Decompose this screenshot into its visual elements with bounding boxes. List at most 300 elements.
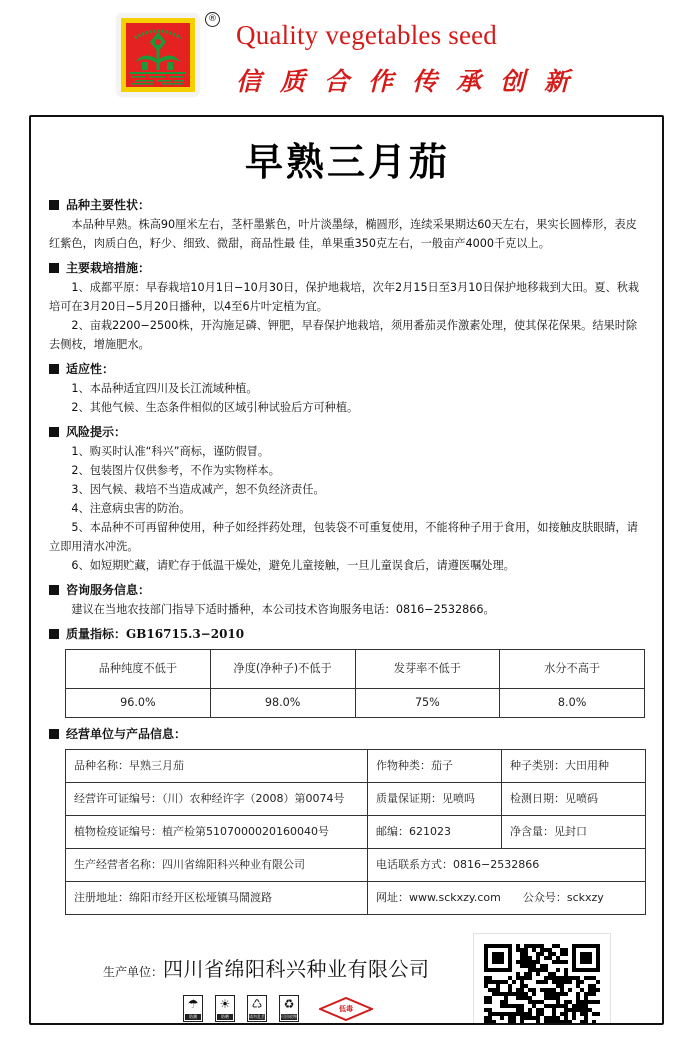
qr-module [500, 1016, 504, 1020]
section-quality [49, 624, 646, 644]
qr-code-pattern [484, 944, 600, 1025]
square-bullet-icon [49, 729, 59, 739]
qr-module [488, 980, 492, 984]
qr-module [532, 1016, 536, 1020]
sun-glyph: ☀ [219, 997, 231, 1011]
qr-module [564, 992, 568, 996]
qr-module [504, 1000, 508, 1004]
qr-module [572, 1024, 576, 1025]
risk-item: 3、因气候、栽培不当造成减产，恕不负经济责任。 [71, 483, 325, 496]
qr-module [484, 984, 488, 988]
qr-module [540, 968, 544, 972]
qr-module [516, 948, 520, 952]
qr-module [484, 980, 488, 984]
qr-module [592, 988, 596, 992]
qr-module [516, 960, 520, 964]
qr-module [540, 1012, 544, 1016]
qr-module [508, 1012, 512, 1016]
qr-module [524, 948, 528, 952]
section-adaptability [49, 359, 646, 417]
qr-module [520, 1020, 524, 1024]
qr-module [552, 960, 556, 964]
qr-module [520, 1004, 524, 1008]
qr-module [556, 956, 560, 960]
quality-column-header: 发芽率不低于 [355, 650, 500, 689]
qr-module [536, 944, 540, 948]
qr-module [596, 988, 600, 992]
qr-module [528, 1016, 532, 1020]
qr-module [572, 1008, 576, 1012]
qr-module [516, 1004, 520, 1008]
table-row [66, 783, 646, 816]
quality-table [65, 649, 645, 718]
qr-module [552, 952, 556, 956]
qr-module [564, 976, 568, 980]
quality-value-row [66, 689, 645, 718]
qr-module [564, 952, 568, 956]
trash-glyph: ♺ [251, 997, 263, 1011]
qr-module [504, 980, 508, 984]
qr-module [524, 984, 528, 988]
qr-module [488, 976, 492, 980]
qr-module [484, 1020, 488, 1024]
business-license-number: 经营许可证编号：（川）农种经许字（2008）第0074号 [66, 783, 368, 816]
qr-module [520, 964, 524, 968]
qr-module [548, 988, 552, 992]
qr-module [520, 948, 524, 952]
qr-module [560, 1004, 564, 1008]
qr-module [512, 1012, 516, 1016]
qr-module [544, 956, 548, 960]
qr-module [536, 952, 540, 956]
qr-module [536, 1020, 540, 1024]
qr-module [524, 1024, 528, 1025]
qr-module [536, 960, 540, 964]
qr-module [520, 1016, 524, 1020]
qr-module [508, 976, 512, 980]
qr-module [588, 984, 592, 988]
qr-module [532, 948, 536, 952]
qr-module [516, 944, 520, 948]
qr-module [572, 976, 576, 980]
qr-module [524, 976, 528, 980]
qr-module [524, 996, 528, 1000]
section-cultivation [49, 258, 646, 354]
risk-item: 4、注意病虫害的防治。 [71, 502, 191, 515]
qr-module [548, 1024, 552, 1025]
square-bullet-icon [49, 427, 59, 437]
quality-value: 75% [355, 689, 500, 718]
qr-module [528, 960, 532, 964]
qr-module [508, 1004, 512, 1008]
qr-module [528, 944, 532, 948]
qr-module [568, 1020, 572, 1024]
qr-module [524, 944, 528, 948]
qr-module [564, 972, 568, 976]
qr-module [564, 968, 568, 972]
qr-module [564, 1000, 568, 1004]
qr-module [564, 1016, 568, 1020]
qr-module [584, 976, 588, 980]
qr-module [504, 1012, 508, 1016]
qr-module [488, 1008, 492, 1012]
qr-module [528, 956, 532, 960]
qr-module [516, 988, 520, 992]
qr-module [540, 964, 544, 968]
qr-module [548, 1016, 552, 1020]
qr-module [588, 1008, 592, 1012]
qr-module [584, 1004, 588, 1008]
qr-module [488, 988, 492, 992]
qr-module [492, 980, 496, 984]
qr-module [588, 976, 592, 980]
qr-module [528, 1000, 532, 1004]
qr-module [488, 1000, 492, 1004]
qr-module [496, 988, 500, 992]
section-consult [49, 580, 646, 619]
risk-item: 2、包装图片仅供参考，不作为实物样本。 [71, 464, 280, 477]
qr-module [544, 980, 548, 984]
seed-category: 种子类别：大田用种 [502, 750, 646, 783]
qr-module [520, 1012, 524, 1016]
qr-module [536, 1000, 540, 1004]
qr-module [524, 964, 528, 968]
qr-module [568, 1024, 572, 1025]
registered-address: 注册地址：绵阳市经开区松垭镇马鬧渡路 [66, 882, 368, 915]
qr-module [524, 1012, 528, 1016]
qr-module [532, 960, 536, 964]
qr-module [540, 1000, 544, 1004]
qr-module [548, 1020, 552, 1024]
qr-module [504, 992, 508, 996]
brand-slogan-english: Quality vegetables seed [236, 20, 498, 50]
qr-module [532, 968, 536, 972]
qr-module [508, 988, 512, 992]
qr-module [500, 1012, 504, 1016]
table-row [66, 750, 646, 783]
qr-module [528, 964, 532, 968]
qr-module [492, 952, 504, 964]
qr-module [580, 1012, 584, 1016]
qr-module [560, 984, 564, 988]
qr-module [556, 944, 560, 948]
company-logo [117, 14, 199, 96]
section-product-info [49, 724, 646, 744]
qr-module [520, 992, 524, 996]
qr-module [552, 1020, 556, 1024]
qr-module [512, 992, 516, 996]
qr-module [524, 956, 528, 960]
qr-code-icon[interactable] [473, 933, 611, 1025]
qr-module [568, 1000, 572, 1004]
qr-module [580, 1004, 584, 1008]
qr-module [564, 1012, 568, 1016]
qr-module [592, 992, 596, 996]
qr-module [536, 968, 540, 972]
risk-item: 6、如短期贮藏，请贮存于低温干燥处，避免儿童接触，一旦儿童误食后，请遵医嘱处理。 [71, 559, 515, 572]
qr-module [496, 984, 500, 988]
qr-module [552, 992, 556, 996]
qr-module [536, 980, 540, 984]
qr-module [536, 1008, 540, 1012]
contact-phone: 电话联系方式：0816−2532866 [368, 849, 646, 882]
product-info-table [65, 749, 646, 915]
qr-module [516, 1008, 520, 1012]
qr-module [520, 976, 524, 980]
qr-module [592, 1020, 596, 1024]
qr-module [544, 1024, 548, 1025]
qr-module [568, 976, 572, 980]
icon-caption: 防晒 [217, 1014, 233, 1020]
qr-module [540, 1024, 544, 1025]
cultivation-item: 2、亩栽2200−2500株，开沟施足磷、钾肥，早春保护地栽培，须用番茄灵作激素处理，使其保花保果。结果时除去侧枝，增施肥水。 [49, 319, 638, 351]
qr-module [528, 1012, 532, 1016]
square-bullet-icon [49, 200, 59, 210]
quarantine-certificate-number: 植物检疫证编号：植产检第5107000020160040号 [66, 816, 368, 849]
qr-module [576, 976, 580, 980]
qr-module [540, 988, 544, 992]
qr-module [500, 1004, 504, 1008]
qr-module [564, 980, 568, 984]
qr-module [548, 956, 552, 960]
table-row [66, 882, 646, 915]
qr-module [584, 1020, 588, 1024]
qr-module [564, 1024, 568, 1025]
qr-module [584, 1012, 588, 1016]
qr-module [584, 1008, 588, 1012]
qr-module [504, 996, 508, 1000]
qr-module [580, 1024, 584, 1025]
qr-module [540, 952, 544, 956]
qr-module [576, 1004, 580, 1008]
qr-module [528, 996, 532, 1000]
qr-module [560, 1020, 564, 1024]
qr-module [556, 960, 560, 964]
qr-module [560, 992, 564, 996]
qr-module [484, 976, 488, 980]
qr-module [484, 1000, 488, 1004]
qr-module [576, 1008, 580, 1012]
postal-code: 邮编：621023 [368, 816, 502, 849]
qr-module [492, 1020, 496, 1024]
qr-module [492, 988, 496, 992]
qr-module [532, 988, 536, 992]
qr-module [564, 948, 568, 952]
producer-label: 生产单位： [103, 965, 164, 979]
adaptability-item: 1、本品种适宜四川及长江流域种植。 [71, 382, 258, 395]
warranty-period: 质量保证期：见喷吗 [368, 783, 502, 816]
qr-module [528, 1008, 532, 1012]
qr-module [544, 1016, 548, 1020]
qr-module [588, 988, 592, 992]
section-risk [49, 422, 646, 575]
qr-module [500, 980, 504, 984]
qr-module [580, 1020, 584, 1024]
qr-module [568, 988, 572, 992]
qr-module [536, 1016, 540, 1020]
qr-module [552, 988, 556, 992]
quality-value: 8.0% [500, 689, 645, 718]
variety-name: 品种名称：早熟三月茄 [66, 750, 368, 783]
traits-text: 本品种早熟。株高90厘米左右，茎杆墨紫色，叶片淡墨绿，椭圆形，连续采果期达60天左右，果实长圆棒形，表皮红紫色，肉质白色，籽少、细致、微甜，商品性最 佳，单果重350克左右，一般亩产4000千克以上。 [49, 218, 637, 250]
qr-module [496, 992, 500, 996]
qr-module [580, 952, 592, 964]
qr-module [556, 1004, 560, 1008]
qr-module [544, 976, 548, 980]
square-bullet-icon [49, 263, 59, 273]
label-footer [49, 929, 646, 1025]
qr-module [512, 1004, 516, 1008]
qr-module [520, 1024, 524, 1025]
qr-module [524, 1016, 528, 1020]
qr-module [576, 980, 580, 984]
icon-caption: 防潮 [185, 1014, 201, 1020]
qr-module [572, 1016, 576, 1020]
umbrella-icon [183, 995, 203, 1022]
qr-module [592, 1000, 596, 1004]
label-content [49, 139, 646, 1025]
qr-module [508, 984, 512, 988]
product-title: 早熟三月茄 [244, 139, 450, 184]
qr-module [552, 1016, 556, 1020]
qr-module [516, 972, 520, 976]
quality-column-header: 水分不高于 [500, 650, 645, 689]
qr-module [584, 1016, 588, 1020]
qr-module [488, 1024, 492, 1025]
qr-module [520, 952, 524, 956]
qr-module [576, 1024, 580, 1025]
qr-module [556, 976, 560, 980]
quality-value: 96.0% [66, 689, 211, 718]
qr-module [576, 996, 580, 1000]
quality-header-row [66, 650, 645, 689]
qr-module [560, 976, 564, 980]
qr-module [588, 992, 592, 996]
qr-module [560, 980, 564, 984]
square-bullet-icon [49, 629, 59, 639]
qr-module [564, 1004, 568, 1008]
heading-text: 主要栽培措施： [66, 260, 151, 275]
qr-module [568, 980, 572, 984]
qr-module [596, 980, 600, 984]
qr-module [572, 1012, 576, 1016]
qr-module [548, 972, 552, 976]
brand-slogan-chinese: 信质合作传承创新 [236, 67, 589, 96]
qr-module [592, 976, 596, 980]
section-heading [49, 422, 646, 442]
qr-module [532, 1024, 536, 1025]
qr-module [532, 1000, 536, 1004]
recycle-glyph: ♻ [283, 997, 295, 1011]
qr-module [560, 952, 564, 956]
trash-bin-icon [247, 995, 267, 1022]
toxicity-label: 低毒 [339, 1004, 353, 1013]
quality-value: 98.0% [210, 689, 355, 718]
qr-module [520, 984, 524, 988]
qr-module [596, 1012, 600, 1016]
qr-module [532, 992, 536, 996]
qr-module [552, 1004, 556, 1008]
adaptability-item: 2、其他气候、生态条件相似的区域引种试验后方可种植。 [71, 401, 359, 414]
qr-module [580, 980, 584, 984]
qr-module [544, 996, 548, 1000]
qr-module [500, 992, 504, 996]
qr-module [556, 968, 560, 972]
section-heading [49, 359, 646, 379]
qr-module [544, 968, 548, 972]
qr-module [556, 992, 560, 996]
qr-module [588, 1000, 592, 1004]
crop-type: 作物种类：茄子 [368, 750, 502, 783]
icon-caption: 请勿乱丢 [249, 1014, 265, 1019]
net-content: 净含量：见封口 [502, 816, 646, 849]
icon-caption: 可回收物 [281, 1014, 297, 1019]
qr-module [556, 1016, 560, 1020]
qr-module [568, 1008, 572, 1012]
qr-module [560, 1024, 564, 1025]
qr-module [532, 1004, 536, 1008]
qr-module [524, 960, 528, 964]
section-heading [49, 258, 646, 278]
qr-module [552, 1008, 556, 1012]
heading-text: 质量指标：GB16715.3−2010 [66, 626, 245, 641]
qr-module [592, 984, 596, 988]
qr-module [556, 996, 560, 1000]
qr-module [512, 1016, 516, 1020]
qr-module [536, 972, 540, 976]
risk-item: 5、本品种不可再留种使用，种子如经拌药处理，包装袋不可重复使用，不能将种子用于食用，如接触皮肤眼睛，请立即用清水冲洗。 [49, 521, 638, 553]
qr-module [596, 1000, 600, 1004]
qr-module [536, 1012, 540, 1016]
qr-module [488, 1016, 492, 1020]
qr-module [532, 944, 536, 948]
qr-module [484, 1016, 488, 1020]
producer-line [103, 953, 430, 982]
qr-module [544, 964, 548, 968]
qr-module [560, 960, 564, 964]
qr-module [508, 1016, 512, 1020]
qr-module [516, 1012, 520, 1016]
qr-module [500, 1024, 504, 1025]
qr-module [492, 992, 496, 996]
qr-module [560, 988, 564, 992]
qr-module [576, 1000, 580, 1004]
qr-module [512, 980, 516, 984]
qr-module [540, 944, 544, 948]
qr-module [564, 1008, 568, 1012]
heading-text: 经营单位与产品信息： [66, 726, 187, 741]
qr-module [544, 992, 548, 996]
square-bullet-icon [49, 585, 59, 595]
qr-module [496, 1024, 500, 1025]
umbrella-glyph: ☂ [187, 997, 199, 1011]
low-toxicity-diamond-icon [319, 997, 373, 1021]
qr-module [508, 1020, 512, 1024]
heading-text: 适应性： [66, 361, 115, 376]
qr-module [548, 952, 552, 956]
qr-module [592, 1012, 596, 1016]
qr-module [524, 952, 528, 956]
qr-module [524, 972, 528, 976]
qr-module [548, 976, 552, 980]
qr-module [584, 992, 588, 996]
qr-module [512, 1020, 516, 1024]
qr-module [536, 956, 540, 960]
producer-name-cell: 生产经营者名称：四川省绵阳科兴种业有限公司 [66, 849, 368, 882]
qr-module [580, 988, 584, 992]
qr-module [548, 996, 552, 1000]
qr-module [580, 1000, 584, 1004]
